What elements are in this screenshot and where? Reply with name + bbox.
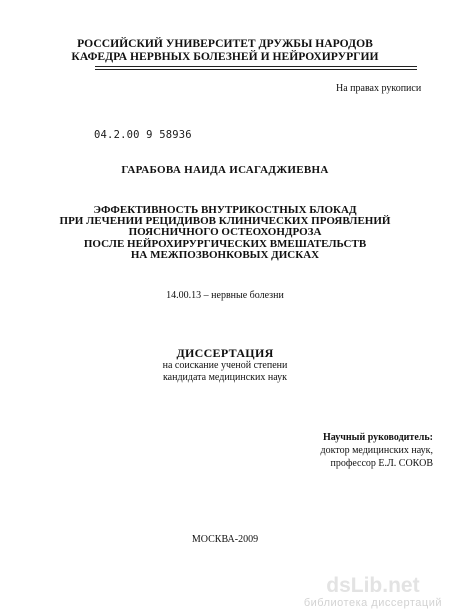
title-line: ПОСЛЕ НЕЙРОХИРУРГИЧЕСКИХ ВМЕШАТЕЛЬСТВ	[83, 237, 367, 250]
scientific-advisor	[273, 431, 433, 470]
advisor-name	[273, 457, 433, 470]
dissertation-title	[0, 205, 450, 261]
specialty-code: 14.00.13 – нервные болезни	[166, 290, 284, 301]
watermark-subtitle: библиотека диссертаций	[303, 597, 442, 609]
city-year: МОСКВА-2009	[191, 534, 259, 545]
title-line: НА МЕЖПОЗВОНКОВЫХ ДИСКАХ	[130, 248, 320, 261]
header-divider-top	[95, 66, 417, 67]
department-name: КАФЕДРА НЕРВНЫХ БОЛЕЗНЕЙ И НЕЙРОХИРУРГИИ	[71, 50, 379, 63]
university-header	[0, 37, 450, 63]
header-divider-bottom	[95, 69, 417, 70]
watermark	[304, 575, 442, 609]
degree-line-1: на соискание ученой степени	[162, 360, 288, 371]
dissertation-heading: ДИССЕРТАЦИЯ	[176, 346, 274, 360]
title-line: ЭФФЕКТИВНОСТЬ ВНУТРИКОСТНЫХ БЛОКАД	[93, 204, 357, 216]
degree-line-2: кандидата медицинских наук	[162, 372, 288, 383]
watermark-logo: dsLib.net	[326, 574, 420, 597]
advisor-degree: доктор медицинских наук,	[320, 445, 433, 456]
registration-stamp: 04.2.00 9 58936	[94, 129, 192, 141]
advisor-name-text: профессор Е.Л. СОКОВ	[330, 458, 433, 469]
dissertation-block	[0, 346, 450, 384]
title-line: ПРИ ЛЕЧЕНИИ РЕЦИДИВОВ КЛИНИЧЕСКИХ ПРОЯВЛЕНИЙ	[59, 215, 391, 228]
author-name: ГАРАБОВА НАИДА ИСАГАДЖИЕВНА	[121, 164, 329, 176]
title-line: ПОЯСНИЧНОГО ОСТЕОХОНДРОЗА	[128, 226, 322, 239]
university-name: РОССИЙСКИЙ УНИВЕРСИТЕТ ДРУЖБЫ НАРОДОВ	[77, 37, 373, 50]
manuscript-rights-note: На правах рукописи	[336, 83, 422, 94]
advisor-label: Научный руководитель:	[323, 432, 433, 443]
